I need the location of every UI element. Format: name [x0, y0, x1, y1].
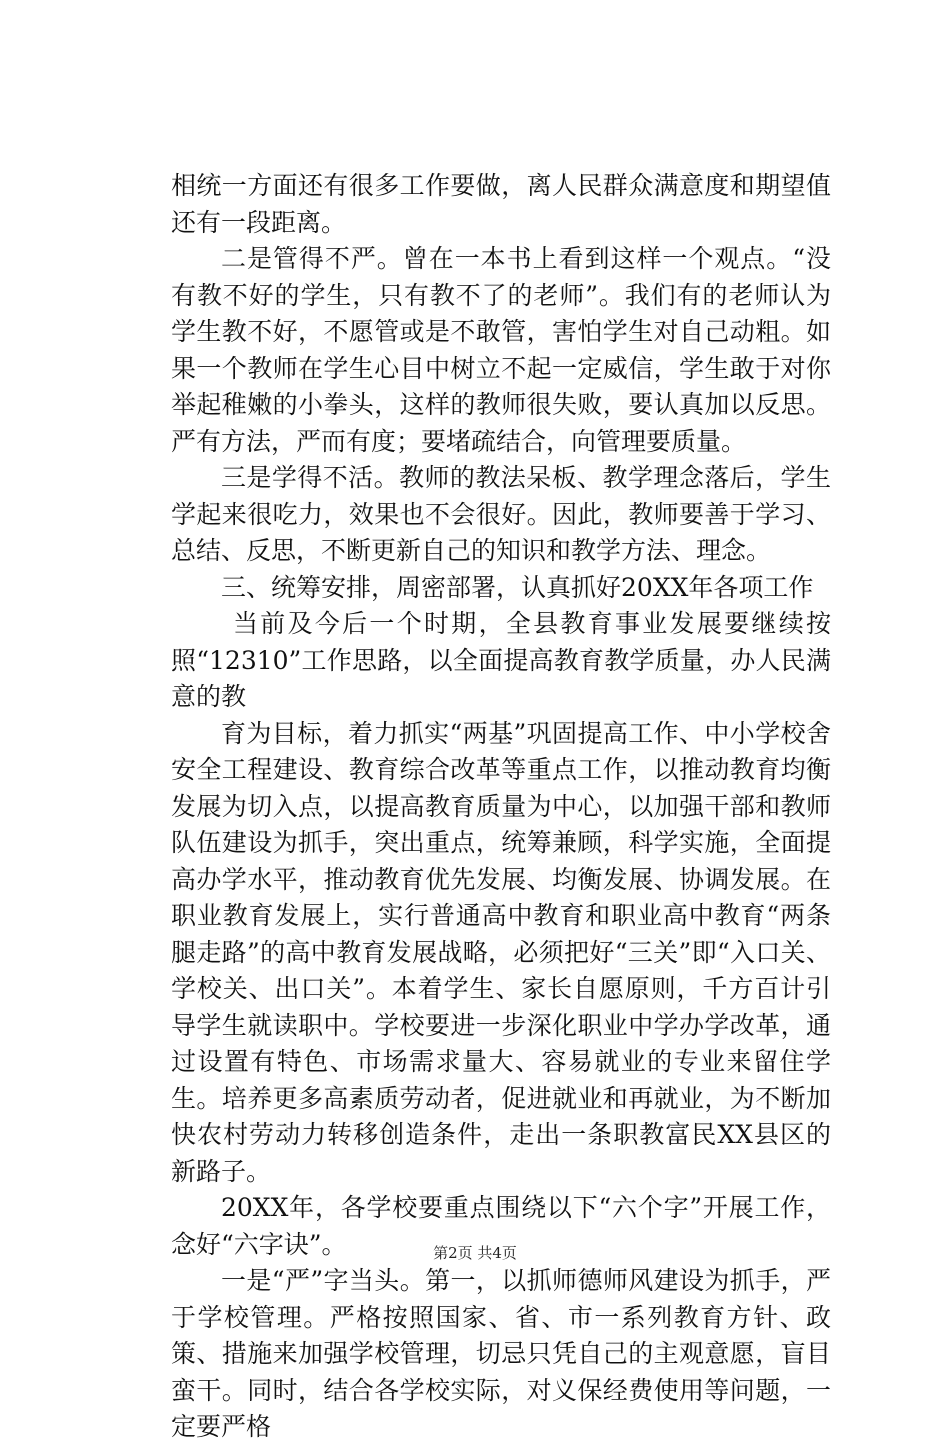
paragraph-3: 三是学得不活。教师的教法呆板、教学理念落后，学生学起来很吃力，效果也不会很好。因此，教师要善于学习、总结、反思，不断更新自己的知识和教学方法、理念。 — [171, 463, 831, 565]
paragraph-1: 相统一方面还有很多工作要做，离人民群众满意度和期望值还有一段距离。 — [171, 171, 831, 237]
paragraph-2: 二是管得不严。曾在一本书上看到这样一个观点。“没有教不好的学生，只有教不了的老师”。我们有的老师认为学生教不好，不愿管或是不敢管，害怕学生对自己动粗。如果一个教师在学生心目中树立不起一定威信，学生敢于对你举起稚嫩的小拳头，这样的教师很失败，要认真加以反思。严有方法，严而有度；要堵疏结合，向管理要质量。 — [171, 244, 831, 456]
paragraph-7: 一是“严”字当头。第一，以抓师德师风建设为抓手，严于学校管理。严格按照国家、省、市一系列教育方针、政策、措施来加强学校管理，切忌只凭自己的主观意愿，盲目蛮干。同时，结合各学校实际，对义保经费使用等问题，一定要严格 — [171, 1266, 831, 1441]
paragraph-6: 20XX年，各学校要重点围绕以下“六个字”开展工作，念好“六字诀”。 — [171, 1193, 831, 1259]
paragraph-5: 育为目标，着力抓实“两基”巩固提高工作、中小学校舍安全工程建设、教育综合改革等重点工作，以推动教育均衡发展为切入点，以提高教育质量为中心，以加强干部和教师队伍建设为抓手，突出重点，统筹兼顾，科学实施，全面提高办学水平，推动教育优先发展、均衡发展、协调发展。在职业教育发展上，实行普通高中教育和职业高中教育“两条腿走路”的高中教育发展战略，必须把好“三关”即“入口关、学校关、出口关”。本着学生、家长自愿原则，千方百计引导学生就读职中。学校要进一步深化职业中学办学改革，通过设置有特色、市场需求量大、容易就业的专业来留住学生。培养更多高素质劳动者，促进就业和再就业，为不断加快农村劳动力转移创造条件，走出一条职教富民XX县区的新路子。 — [171, 718, 831, 1186]
page-footer — [0, 1242, 950, 1263]
paragraph-4: 当前及今后一个时期，全县教育事业发展要继续按照“12310”工作思路，以全面提高教育教学质量，办人民满意的教 — [171, 609, 831, 711]
section-heading: 三、统筹安排，周密部署，认真抓好20XX年各项工作 — [221, 572, 814, 602]
page-number: 第2页 共4页 — [433, 1244, 517, 1262]
